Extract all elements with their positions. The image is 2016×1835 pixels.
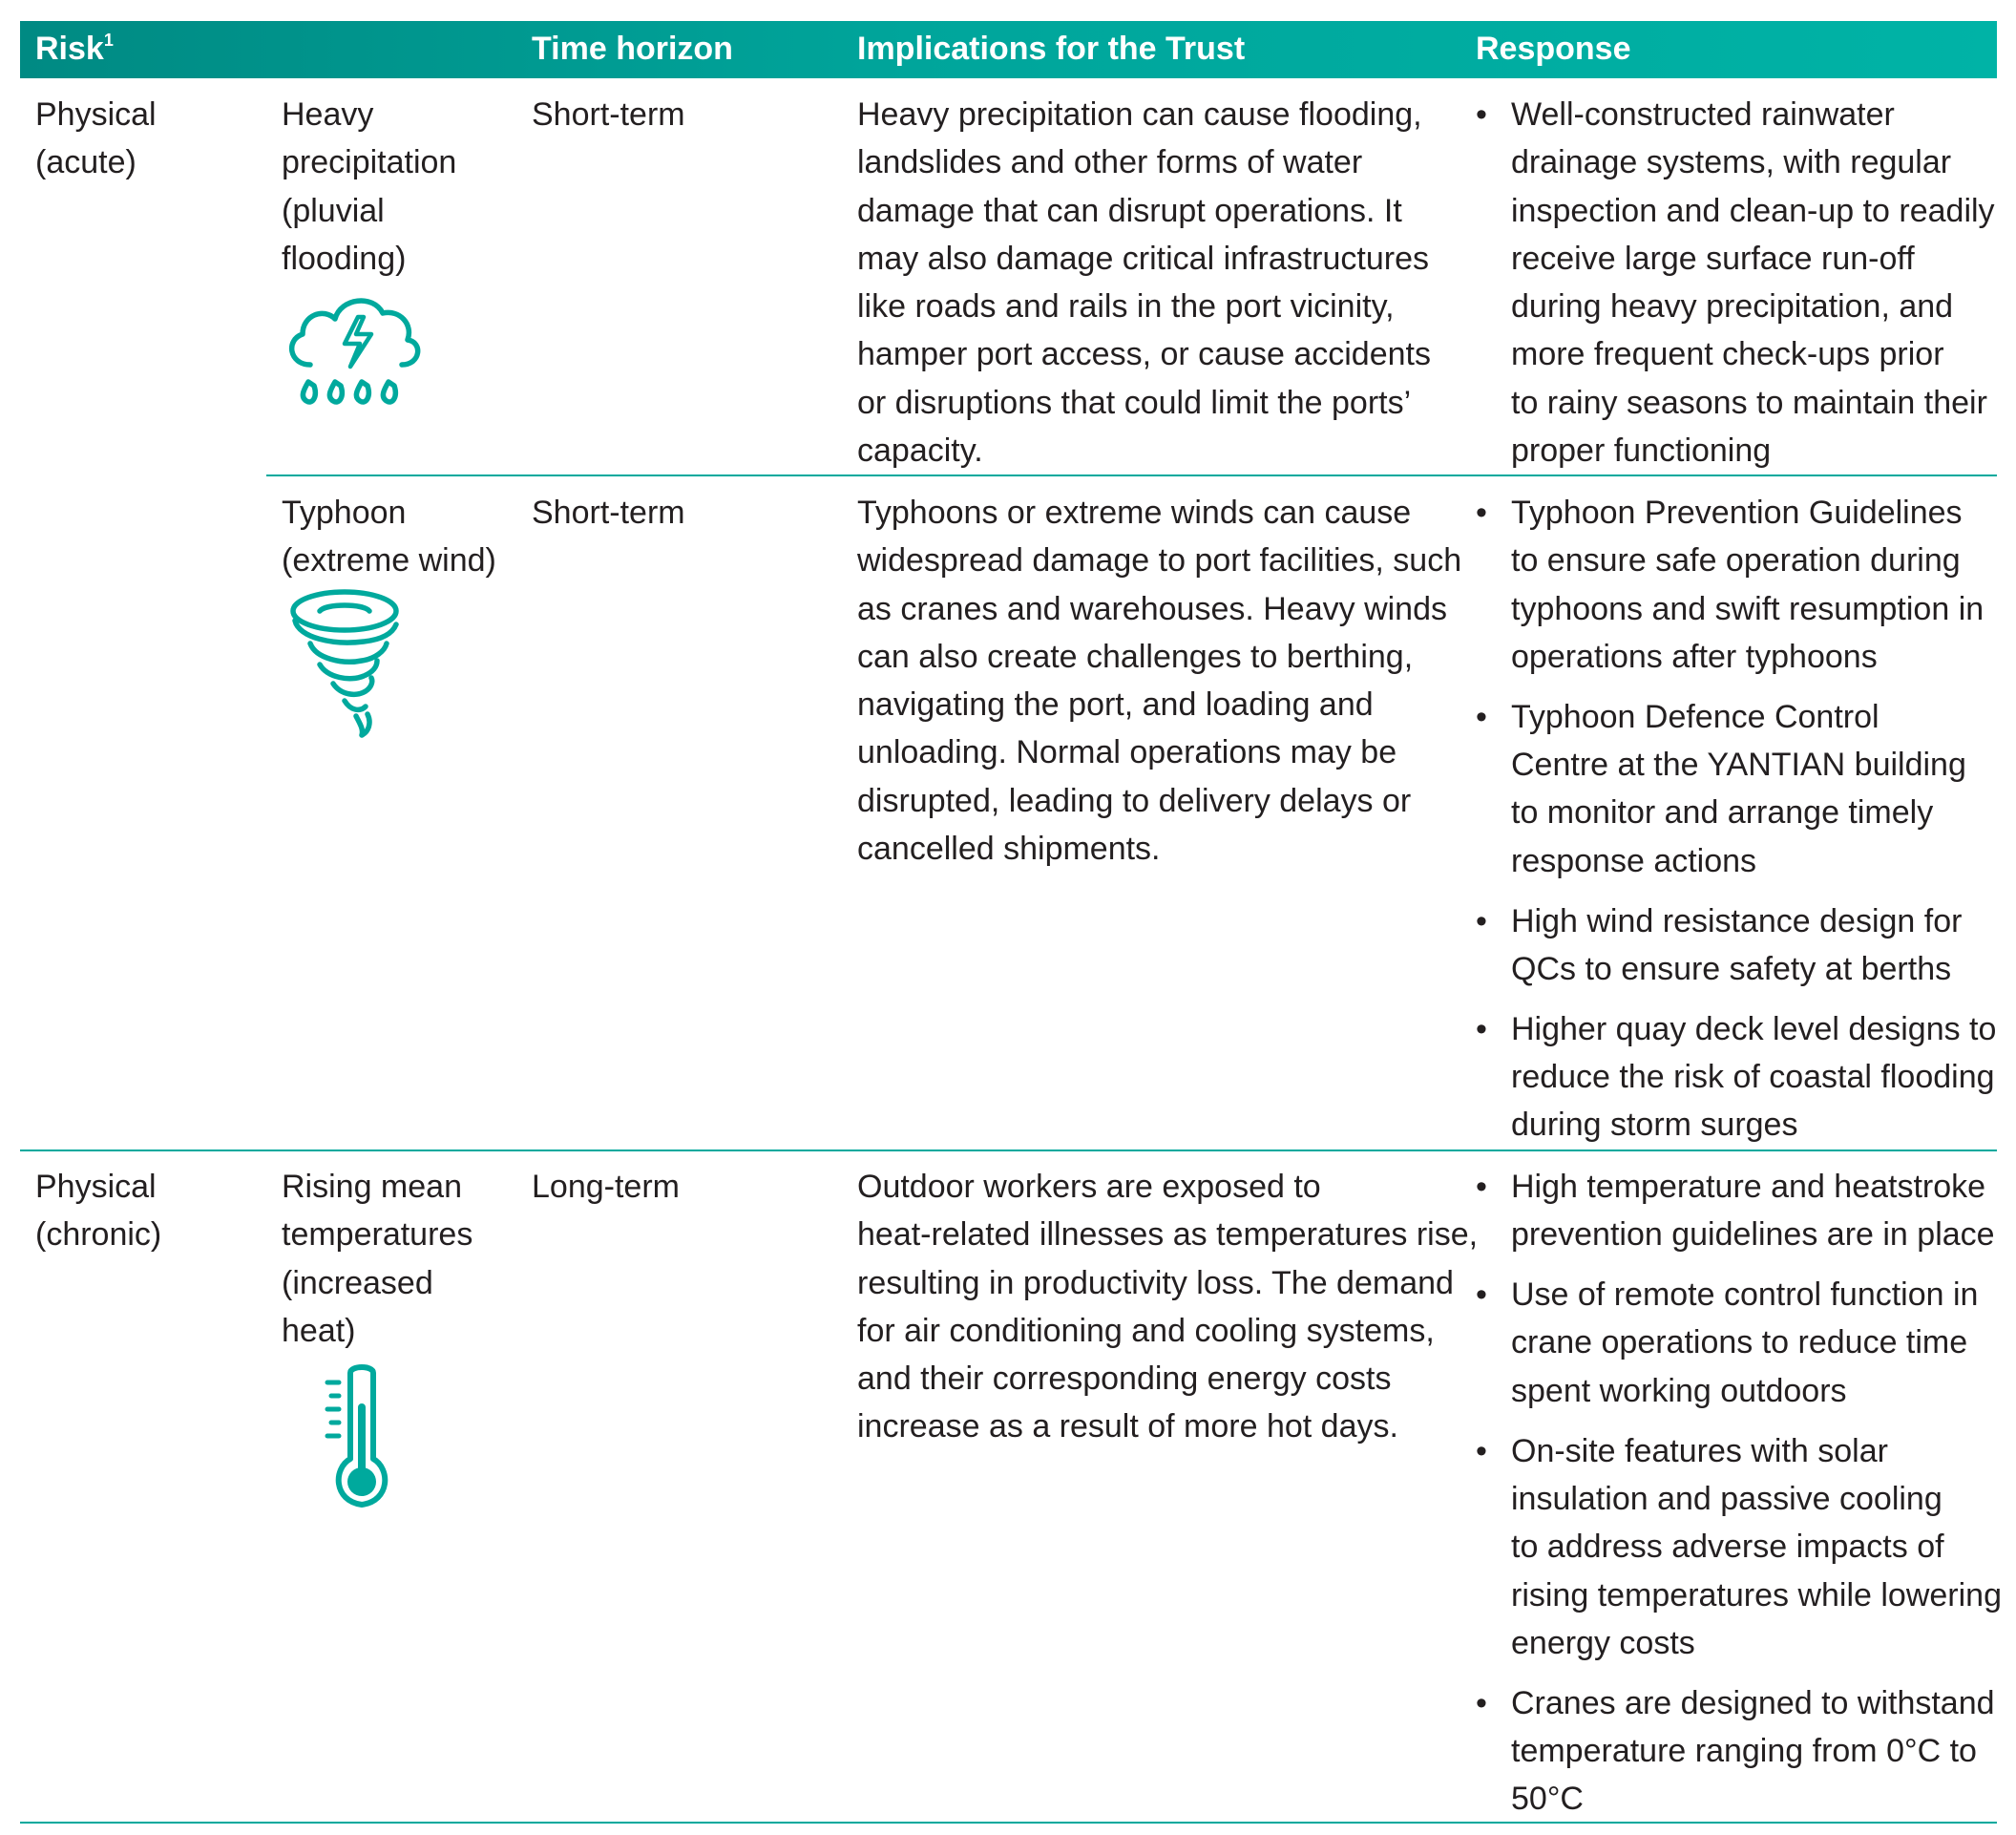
storm-cloud-rain-icon [280,286,432,416]
implications-line: for air conditioning and cooling systems, [857,1312,1435,1349]
implications-line: Heavy precipitation can cause flooding, [857,96,1422,133]
response-line: insulation and passive cooling [1511,1480,1942,1517]
implications-line: hamper port access, or cause accidents [857,336,1431,373]
response-line: • Use of remote control function in [1511,1276,1979,1314]
time-horizon-cell: Long-term [532,1169,680,1205]
implications-line: damage that can disrupt operations. It [857,192,1402,229]
response-line: more frequent check-ups prior [1511,336,1944,373]
implications-line: Outdoor workers are exposed to [857,1169,1321,1205]
risk-name-line: Heavy [282,96,374,133]
response-line: 50°C [1511,1781,1584,1818]
risk-name-line: flooding) [282,240,407,277]
implications-cell [857,91,1431,475]
time-horizon-cell: Short-term [532,495,685,531]
response-line: proper functioning [1511,432,1772,470]
risk-name-cell [282,1163,472,1355]
risk-name-cell [282,489,496,585]
category-cell [35,1163,161,1259]
risk-name-line: precipitation [282,144,457,181]
response-item [1476,693,1996,885]
response-line: operations after typhoons [1511,638,1878,675]
risk-name-line: temperatures [282,1216,473,1254]
response-list [1476,489,1996,1150]
implications-line: widespread damage to port facilities, such [857,542,1462,580]
response-line: to rainy seasons to maintain their [1511,384,1987,421]
implications-line: resulting in productivity loss. The demand [857,1264,1454,1301]
response-line: • On-site features with solar [1511,1432,1888,1469]
response-line: • Higher quay deck level designs to [1511,1010,1997,1047]
response-item [1476,1427,2002,1667]
response-line: reduce the risk of coastal flooding [1511,1059,1995,1096]
response-line: to ensure safe operation during [1511,542,1961,580]
risk-name-line: (pluvial [282,192,385,229]
response-line: inspection and clean-up to readily [1511,192,1995,229]
response-line: • High wind resistance design for [1511,902,1963,939]
tornado-icon [282,582,415,745]
table-bottom-rule [20,1822,1997,1824]
thermometer-icon [308,1361,404,1514]
implications-line: increase as a result of more hot days. [857,1408,1398,1445]
response-line: rising temperatures while lowering [1511,1576,2003,1614]
header-response: Response [1476,31,1631,67]
implications-line: navigating the port, and loading and [857,686,1374,724]
response-line: QCs to ensure safety at berths [1511,950,1952,987]
risk-name-line: heat) [282,1312,356,1349]
implications-line: cancelled shipments. [857,831,1161,868]
implications-line: as cranes and warehouses. Heavy winds [857,590,1447,627]
response-line: • Cranes are designed to withstand [1511,1684,1995,1721]
time-horizon-cell: Short-term [532,96,685,133]
response-line: drainage systems, with regular [1511,144,1952,181]
footnote-marker: 1 [103,30,114,50]
response-cell [1476,489,1996,1161]
header-implications: Implications for the Trust [857,31,1246,67]
risk-name-line: Typhoon [282,495,407,531]
response-line: to monitor and arrange timely [1511,794,1934,832]
section-divider [20,1150,1997,1151]
response-line: • Typhoon Prevention Guidelines [1511,495,1963,531]
response-cell [1476,1163,2002,1835]
category-cell [35,91,157,187]
response-line: Centre at the YANTIAN building [1511,747,1966,784]
category-line: Physical [35,96,157,133]
response-item [1476,91,1995,475]
response-cell [1476,91,1995,487]
implications-line: or disruptions that could limit the ports’ [857,384,1412,421]
implications-line: can also create challenges to berthing, [857,638,1414,675]
response-line: • Typhoon Defence Control [1511,698,1880,735]
row-divider [266,475,1997,476]
implications-line: unloading. Normal operations may be [857,734,1397,771]
response-line: to address adverse impacts of [1511,1529,1944,1566]
response-line: temperature ranging from 0°C to [1511,1733,1977,1770]
category-line: (chronic) [35,1216,162,1254]
response-item [1476,897,1996,994]
response-line: during heavy precipitation, and [1511,288,1954,326]
response-line: energy costs [1511,1624,1695,1661]
table-header [20,21,1997,78]
implications-line: and their corresponding energy costs [857,1360,1392,1398]
implications-line: disrupted, leading to delivery delays or [857,782,1412,819]
header-time-horizon: Time horizon [532,31,733,67]
response-line: response actions [1511,842,1757,879]
response-item [1476,1271,2002,1415]
implications-line: may also damage critical infrastructures [857,240,1430,277]
category-line: Physical [35,1169,157,1205]
implications-line: heat-related illnesses as temperatures rise, [857,1216,1479,1254]
implications-line: like roads and rails in the port vicinity, [857,288,1395,326]
risk-name-line: (increased [282,1264,433,1301]
response-line: typhoons and swift resumption in [1511,590,1984,627]
response-line: receive large surface run-off [1511,240,1915,277]
implications-cell [857,1163,1478,1451]
implications-cell [857,489,1461,873]
response-item [1476,489,1996,681]
response-list [1476,1163,2002,1824]
implications-line: Typhoons or extreme winds can cause [857,495,1412,531]
response-item [1476,1679,2002,1824]
response-item [1476,1005,1996,1150]
risk-name-cell [282,91,456,283]
response-line: • Well-constructed rainwater [1511,96,1895,133]
implications-line: capacity. [857,432,983,470]
response-line: during storm surges [1511,1107,1798,1144]
response-line: prevention guidelines are in place [1511,1216,1995,1254]
implications-line: landslides and other forms of water [857,144,1363,181]
response-line: • High temperature and heatstroke [1511,1169,1986,1205]
header-risk: Risk$^1$ [35,30,114,67]
response-list [1476,91,1995,475]
category-line: (acute) [35,144,136,181]
response-line: crane operations to reduce time [1511,1324,1968,1361]
risk-name-line: Rising mean [282,1169,462,1205]
risk-name-line: (extreme wind) [282,542,496,580]
response-item [1476,1163,2002,1259]
response-line: spent working outdoors [1511,1372,1847,1409]
